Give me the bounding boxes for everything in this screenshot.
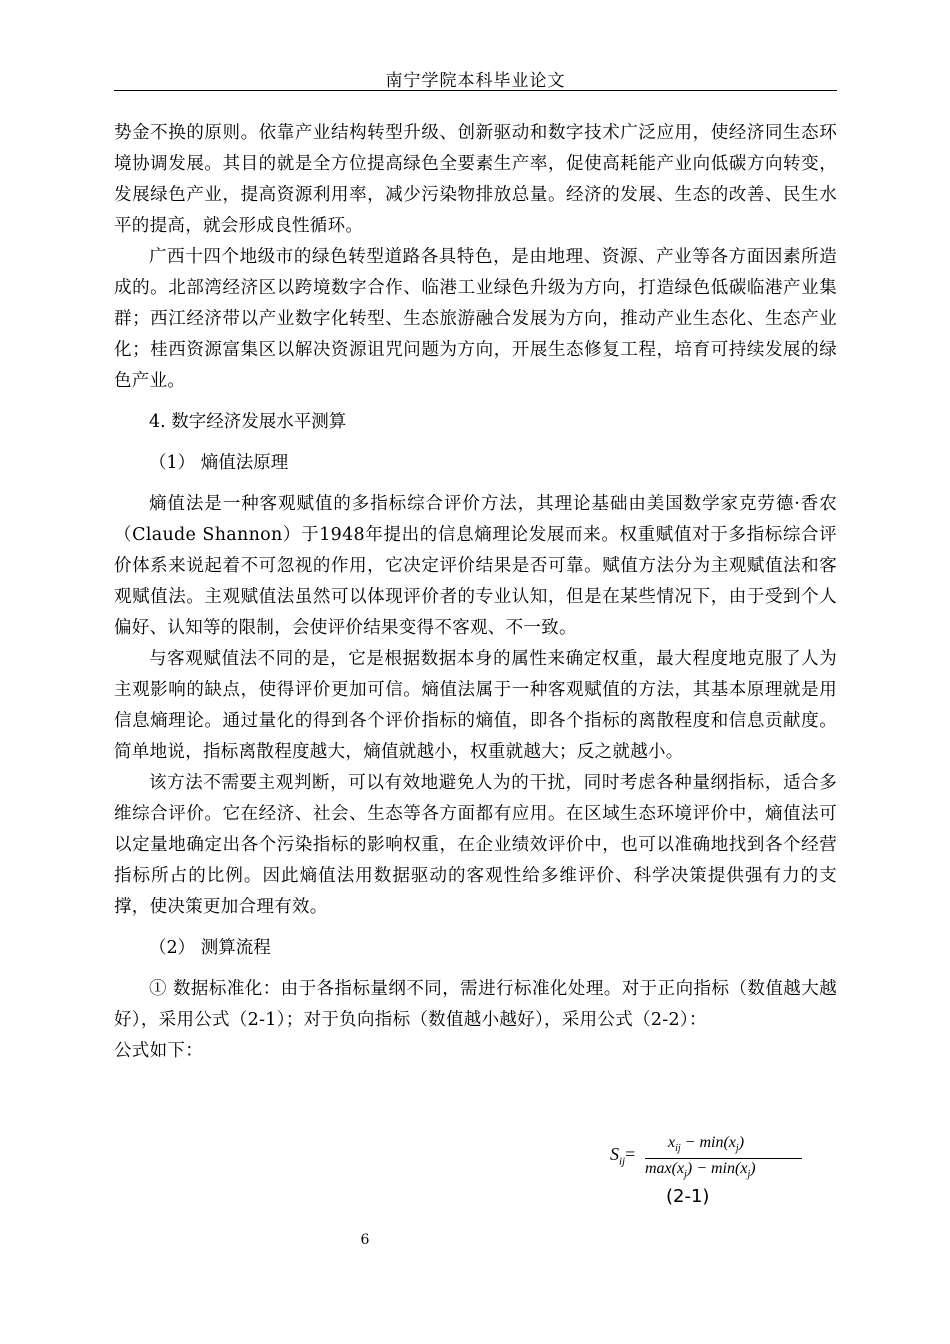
formula-numerator: $x_{ij} - \min(x_j)$ <box>668 1134 745 1155</box>
paragraph-7: 公式如下： <box>114 1041 203 1061</box>
paragraph-2: 广西十四个地级市的绿色转型道路各具特色，是由地理、资源、产业等各方面因素所造成的。北部湾经济区以跨境数字合作、临港工业绿色升级为方向，打造绿色低碳临港产业集群；西江经济带以产业数字化转型、生态旅游融合发展为方向，推动产业生态化、生态产业化；桂西资源富集区以解决资源诅咒问题为方向，开展生态修复工程，培育可持续发展的绿色产业。 <box>114 247 837 391</box>
formula-lhs: $S_{ij}=$ <box>610 1144 636 1168</box>
subsection-heading-entropy-principle: （1） 熵值法原理 <box>149 453 289 473</box>
page-body <box>114 118 837 1067</box>
equation-number: (2-1) <box>666 1186 710 1207</box>
formula-fraction-bar <box>645 1158 802 1159</box>
subsection-heading-procedure: （2） 测算流程 <box>149 938 271 958</box>
formula-denominator: $\max(x_j) - \min(x_j)$ <box>645 1160 756 1181</box>
page-header-title: 南宁学院本科毕业论文 <box>385 71 566 91</box>
paragraph-1: 势金不换的原则。依靠产业结构转型升级、创新驱动和数字技术广泛应用，使经济同生态环境协调发展。其目的就是全方位提高绿色全要素生产率，促使高耗能产业向低碳方向转变，发展绿色产业，提高资源利用率，减少污染物排放总量。经济的发展、生态的改善、民生水平的提高，就会形成良性循环。 <box>114 123 837 236</box>
formula-2-1 <box>610 1134 810 1214</box>
paragraph-5: 该方法不需要主观判断，可以有效地避免人为的干扰，同时考虑各种量纲指标，适合多维综合评价。它在经济、社会、生态等各方面都有应用。在区域生态环境评价中，熵值法可以定量地确定出各个污染指标的影响权重，在企业绩效评价中，也可以准确地找到各个经营指标所占的比例。因此熵值法用数据驱动的客观性给多维评价、科学决策提供强有力的支撑，使决策更加合理有效。 <box>114 773 837 917</box>
page-number: 6 <box>360 1232 370 1248</box>
header-divider <box>114 90 837 91</box>
paragraph-3: 熵值法是一种客观赋值的多指标综合评价方法，其理论基础由美国数学家克劳德·香农（Claude Shannon）于1948年提出的信息熵理论发展而来。权重赋值对于多指标综合评价体系来说起着不可忽视的作用，它决定评价结果是否可靠。赋值方法分为主观赋值法和客观赋值法。主观赋值法虽然可以体现评价者的专业认知，但是在某些情况下，由于受到个人偏好、认知等的限制，会使评价结果变得不客观、不一致。 <box>114 494 837 638</box>
paragraph-4: 与客观赋值法不同的是，它是根据数据本身的属性来确定权重，最大程度地克服了人为主观影响的缺点，使得评价更加可信。熵值法属于一种客观赋值的方法，其基本原理就是用信息熵理论。通过量化的得到各个评价指标的熵值，即各个指标的离散程度和信息贡献度。简单地说，指标离散程度越大，熵值就越小，权重就越大；反之就越小。 <box>114 649 837 762</box>
section-heading-4: 4. 数字经济发展水平测算 <box>149 412 347 432</box>
paragraph-6: ① 数据标准化：由于各指标量纲不同，需进行标准化处理。对于正向指标（数值越大越好），采用公式（2-1）；对于负向指标（数值越小越好），采用公式（2-2）： <box>114 979 837 1030</box>
